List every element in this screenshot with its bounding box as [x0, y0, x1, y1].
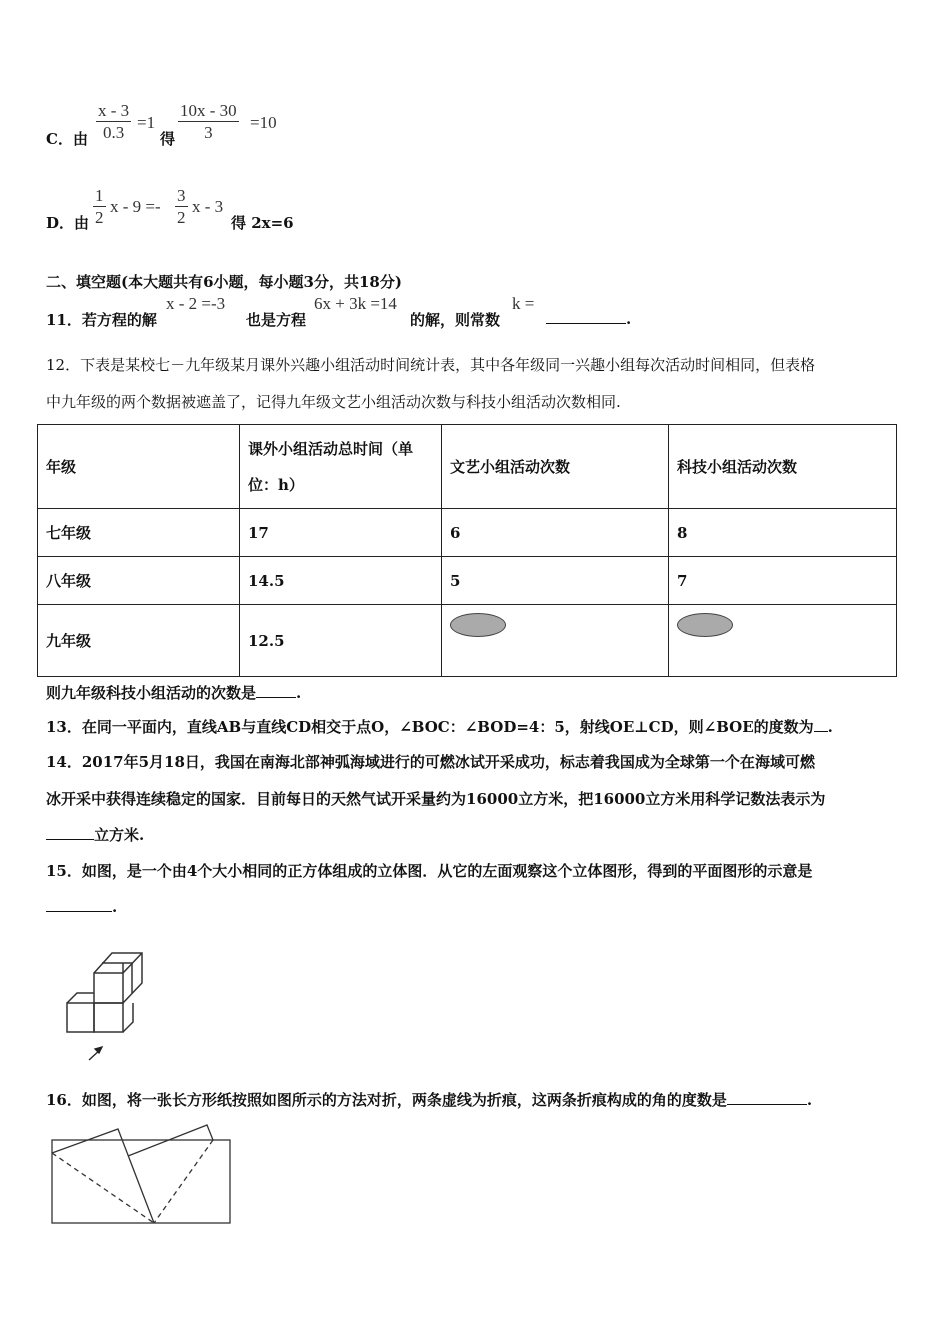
text: 得 2x=6 — [231, 214, 294, 232]
folded-paper-figure — [52, 1125, 230, 1223]
question-12-text: 12．下表是某校七－九年级某月课外兴趣小组活动时间统计表，其中各年级同一兴趣小组每次活动时间相同，但表格 — [46, 356, 816, 374]
text: 立方米. — [94, 826, 145, 844]
header-line: 位：h） — [248, 475, 304, 494]
denominator: 0.3 — [102, 123, 125, 142]
text: 得 — [160, 130, 176, 148]
question-12-ask: 则九年级科技小组活动的次数是 . — [46, 684, 302, 702]
text: 的解，则常数 — [410, 311, 501, 329]
cube-figure — [67, 953, 142, 1032]
period: . — [626, 310, 632, 328]
question-12-text: 中九年级的两个数据被遮盖了，记得九年级文艺小组活动次数与科技小组活动次数相同. — [46, 393, 621, 411]
header-cell: 文艺小组活动次数 — [442, 425, 669, 509]
text: 则九年级科技小组活动的次数是 — [46, 684, 257, 702]
option-d-label: D．由 — [46, 214, 90, 232]
cell: 7 — [669, 557, 897, 605]
equation-part: =10 — [250, 113, 277, 132]
equation: x - 2 =-3 — [166, 294, 226, 313]
text: 也是方程 — [246, 311, 307, 329]
period: . — [112, 898, 118, 916]
cell: 12.5 — [240, 605, 442, 677]
section-heading: 二、填空题(本大题共有6小题，每小题3分，共18分) — [46, 273, 402, 291]
text: 13．在同一平面内，直线AB与直线CD相交于点O，∠BOC：∠BOD=4：5，射线OE⊥CD，则∠BOE的度数为 — [46, 718, 814, 736]
numerator: 1 — [95, 186, 104, 205]
cell: 14.5 — [240, 557, 442, 605]
denominator: 2 — [177, 208, 186, 227]
answer-blank[interactable] — [727, 1090, 807, 1105]
cell: 8 — [669, 509, 897, 557]
cell: 17 — [240, 509, 442, 557]
question-14-text: 冰开采中获得连续稳定的国家．目前每日的天然气试开采量约为16000立方米，把16000立方米用科学记数法表示为 — [46, 790, 826, 808]
header-line: 课外小组活动总时间（单 — [248, 439, 414, 458]
header-cell: 年级 — [38, 425, 240, 509]
option-c-label: C．由 — [46, 130, 88, 148]
equation-part: x - 9 =- — [110, 197, 161, 216]
denominator: 3 — [204, 123, 213, 142]
question-16: 16．如图，将一张长方形纸按照如图所示的方法对折，两条虚线为折痕，这两条折痕构成的角的度数是 . — [46, 1091, 813, 1109]
cell: 九年级 — [38, 605, 240, 677]
cell: 八年级 — [38, 557, 240, 605]
text: 16．如图，将一张长方形纸按照如图所示的方法对折，两条虚线为折痕，这两条折痕构成的角的度数是 — [46, 1091, 727, 1109]
equation: 6x + 3k =14 — [314, 294, 397, 313]
question-14-text: 14．2017年5月18日，我国在南海北部神弧海域进行的可燃冰试开采成功，标志着我国成为全球第一个在海域可燃 — [46, 753, 815, 771]
cell: 5 — [442, 557, 669, 605]
cell: 6 — [442, 509, 669, 557]
denominator: 2 — [95, 208, 104, 227]
question-15-text: 15．如图，是一个由4个大小相同的正方体组成的立体图．从它的左面观察这个立体图形，得到的平面图形的示意是 — [46, 862, 813, 880]
question-13: 13．在同一平面内，直线AB与直线CD相交于点O，∠BOC：∠BOD=4：5，射线OE⊥CD，则∠BOE的度数为 . — [46, 718, 833, 736]
view-direction-arrow-icon — [89, 1047, 102, 1060]
equation-part: =1 — [137, 113, 156, 132]
numerator: 10x - 30 — [180, 101, 237, 120]
equation-part: x - 3 — [192, 197, 224, 216]
cell: 七年级 — [38, 509, 240, 557]
numerator: x - 3 — [98, 101, 130, 120]
question-11: 11．若方程的解 — [46, 311, 157, 329]
equation: k = — [512, 294, 535, 313]
header-cell: 科技小组活动次数 — [669, 425, 897, 509]
numerator: 3 — [177, 186, 186, 205]
